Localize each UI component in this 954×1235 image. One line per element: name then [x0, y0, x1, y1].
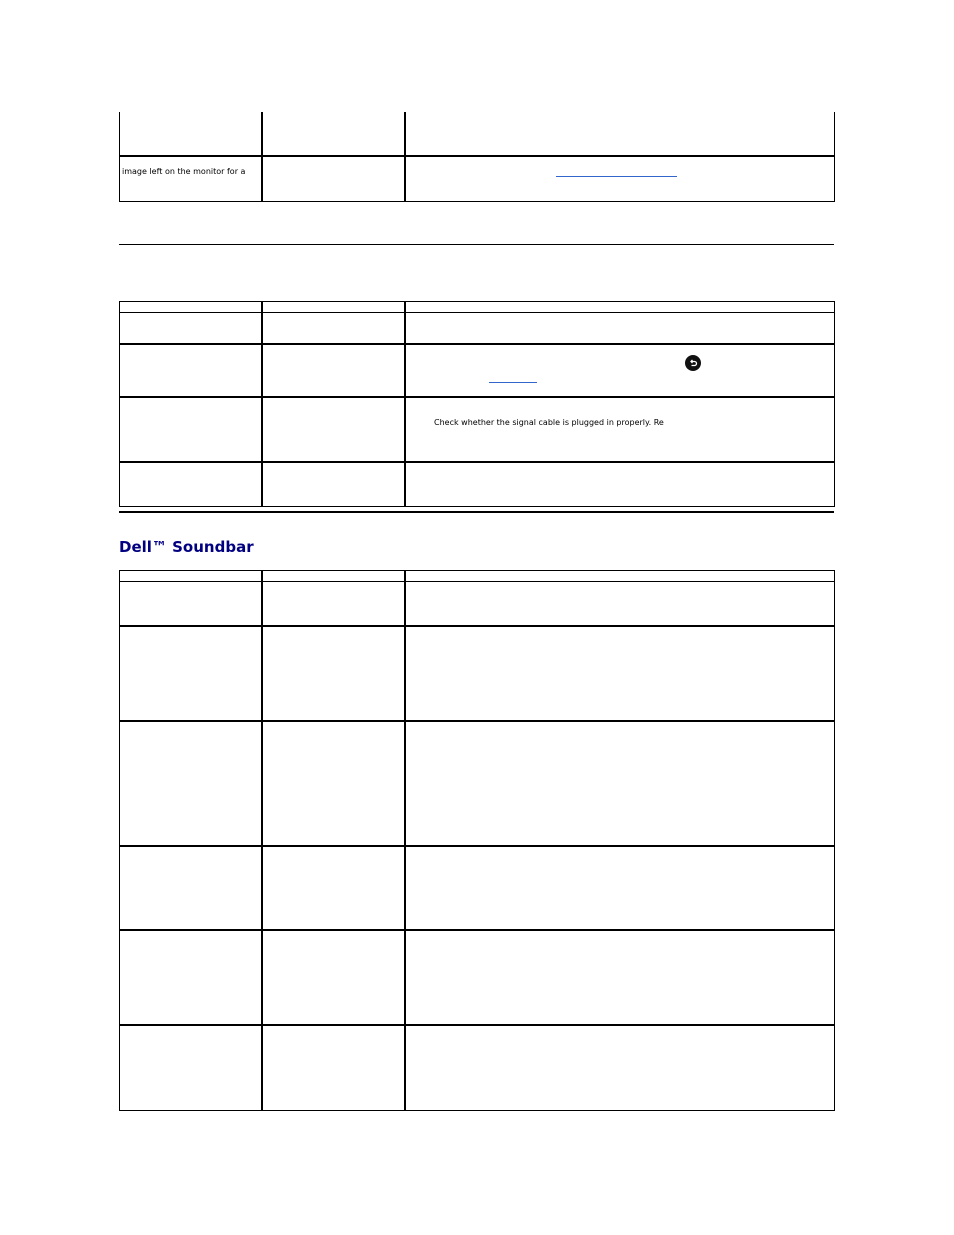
link-underline[interactable]	[489, 382, 537, 383]
table-row	[120, 313, 834, 345]
column-divider	[404, 302, 406, 506]
table-row	[120, 345, 834, 398]
table-row	[120, 463, 834, 507]
column-divider	[261, 302, 263, 506]
table-row	[120, 582, 834, 627]
table-row	[120, 627, 834, 722]
column-divider	[261, 571, 263, 1110]
table-row	[120, 112, 834, 157]
column-divider	[261, 112, 263, 201]
section-heading-soundbar: Dell™ Soundbar	[119, 538, 254, 556]
table-row	[120, 847, 834, 931]
link-underline[interactable]	[556, 176, 677, 177]
table-row	[120, 157, 834, 201]
section-divider	[119, 511, 834, 513]
product-specific-problems-table	[119, 301, 835, 507]
back-button-icon	[685, 355, 701, 371]
signal-cable-check-text: Check whether the signal cable is plugged in properly. Re	[434, 418, 664, 427]
table-row	[120, 931, 834, 1026]
section-divider	[119, 244, 834, 245]
column-divider	[404, 571, 406, 1110]
table-header-row	[120, 571, 834, 582]
troubleshooting-table-continued	[119, 112, 835, 202]
table-row	[120, 1026, 834, 1110]
table-header-row	[120, 302, 834, 313]
table-row	[120, 722, 834, 847]
image-retention-problem-cell: image left on the monitor for a	[122, 167, 246, 176]
table-row	[120, 398, 834, 463]
column-divider	[404, 112, 406, 201]
soundbar-problems-table	[119, 570, 835, 1111]
